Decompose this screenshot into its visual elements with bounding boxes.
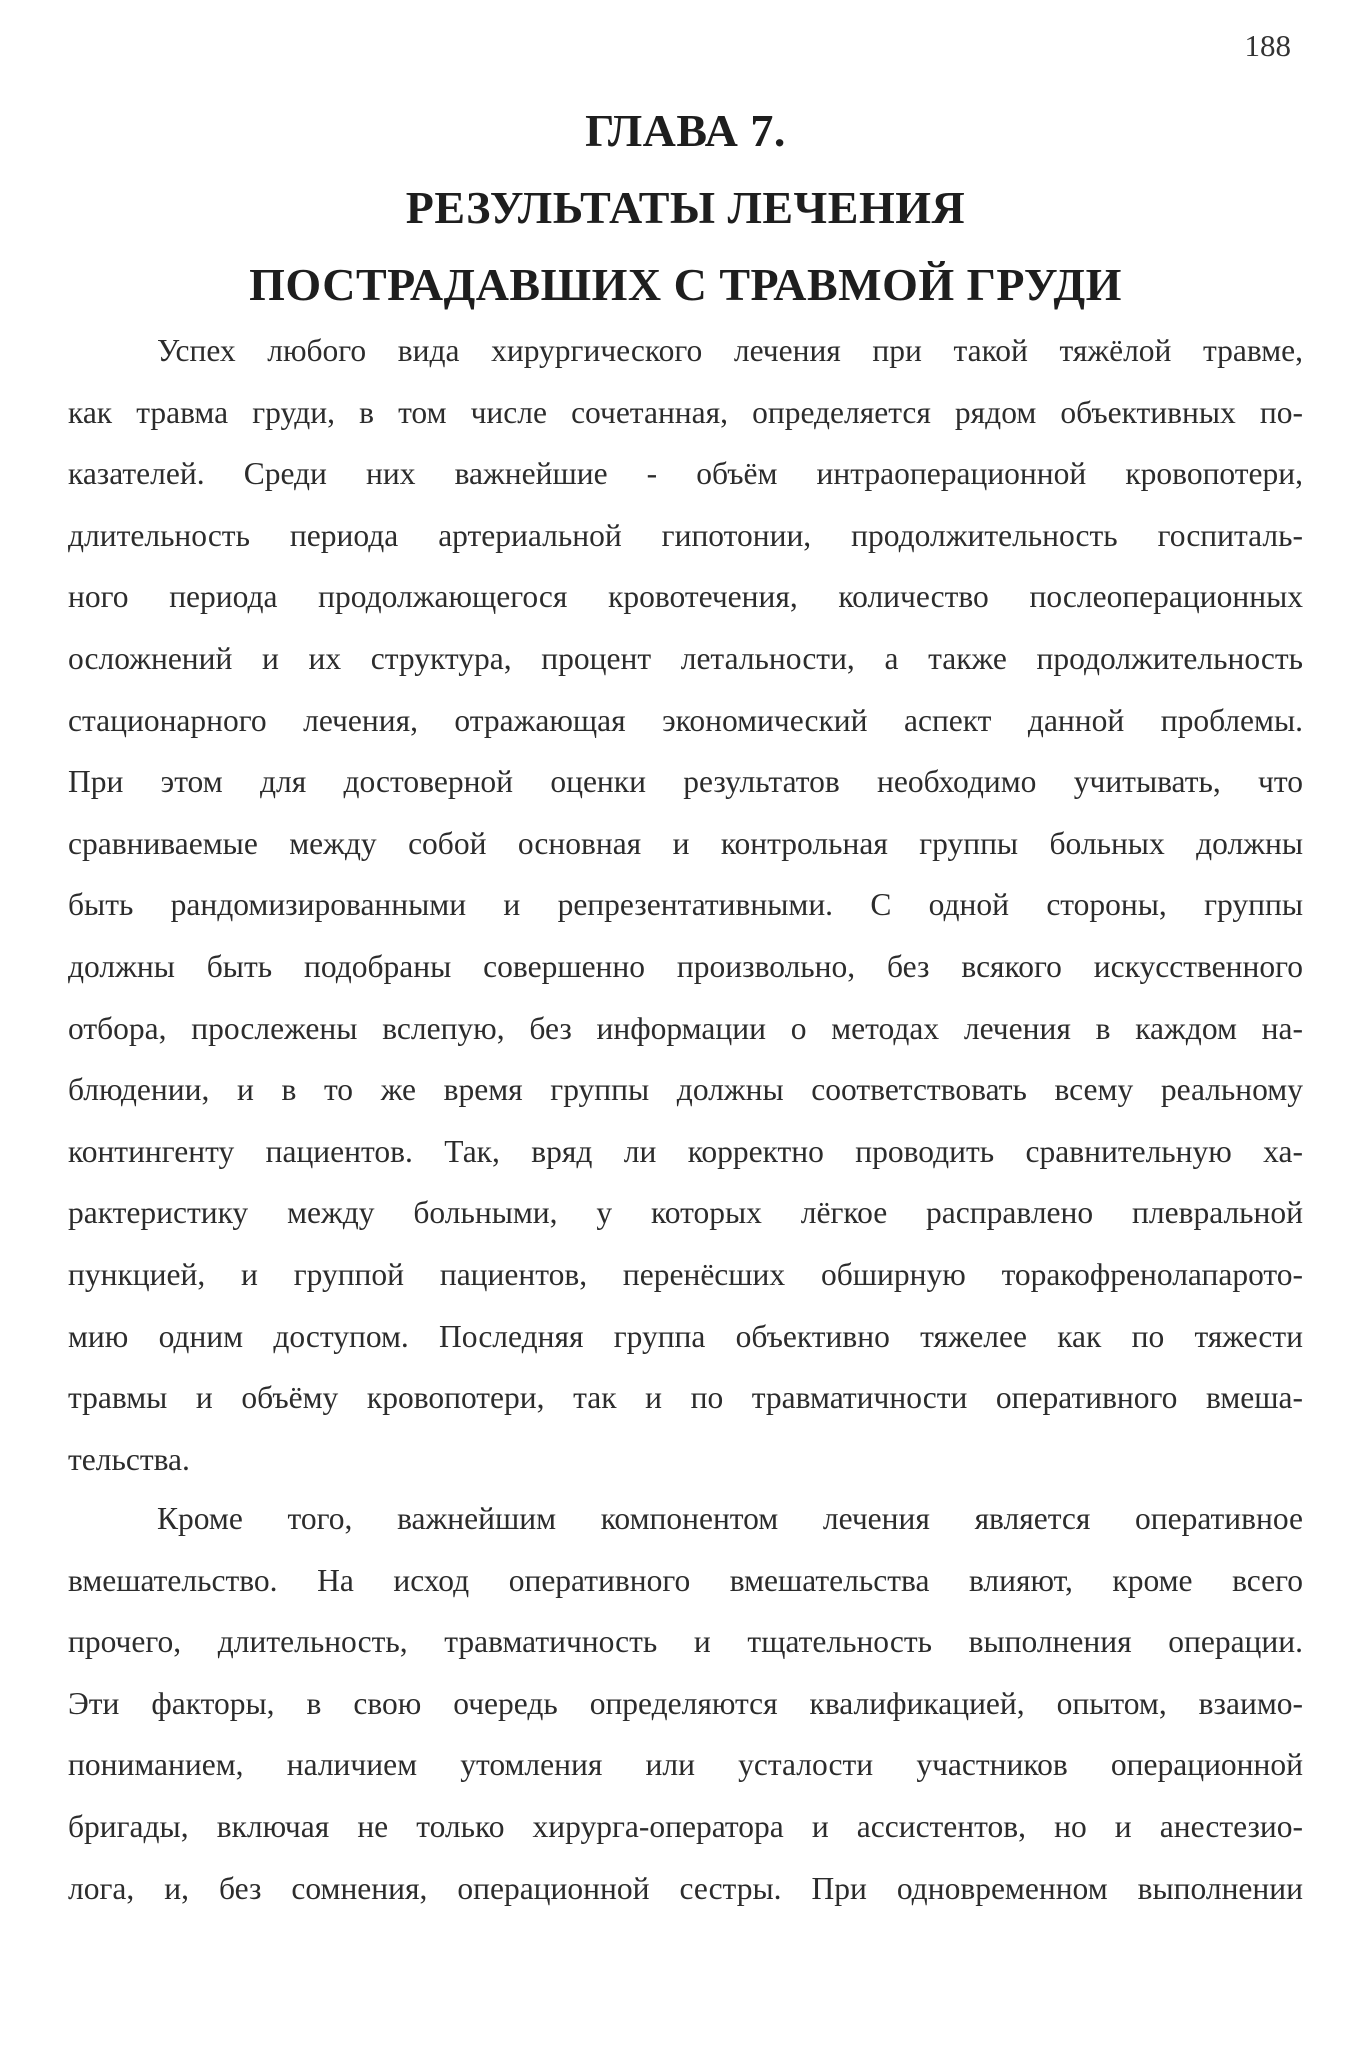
text-line: Успех любого вида хирургического лечения при такой тяжёлой травме, bbox=[157, 333, 1303, 368]
text-line: пониманием, наличием утомления или усталости участников операционной bbox=[68, 1747, 1303, 1783]
chapter-title-line-1: РЕЗУЛЬТАТЫ ЛЕЧЕНИЯ bbox=[405, 182, 966, 233]
text-line: лога, и, без сомнения, операционной сестры. При одновременном выполнении bbox=[68, 1870, 1303, 1906]
text-line: сравниваемые между собой основная и контрольная группы больных должны bbox=[68, 825, 1303, 861]
text-line: прочего, длительность, травматичность и тщательность выполнения операции. bbox=[68, 1624, 1303, 1660]
text-line: вмешательство. На исход оперативного вмешательства влияют, кроме всего bbox=[68, 1562, 1303, 1598]
text-line: бригады, включая не только хирурга-оператора и ассистентов, но и анестезио- bbox=[68, 1808, 1303, 1844]
text-line: Кроме того, важнейшим компонентом лечения является оперативное bbox=[157, 1501, 1303, 1536]
text-line: ного периода продолжающегося кровотечения, количество послеоперационных bbox=[68, 579, 1303, 615]
text-line: пункцией, и группой пациентов, перенёсших обширную торакофренолапарото- bbox=[68, 1256, 1303, 1292]
text-line: должны быть подобраны совершенно произвольно, без всякого искусственного bbox=[68, 948, 1303, 984]
page-number: 188 bbox=[1244, 28, 1291, 63]
text-line: казателей. Среди них важнейшие - объём интраоперационной кровопотери, bbox=[68, 456, 1303, 492]
text-line: отбора, прослежены вслепую, без информации о методах лечения в каждом на- bbox=[68, 1010, 1303, 1046]
text-line: блюдении, и в то же время группы должны соответствовать всему реальному bbox=[68, 1072, 1303, 1108]
text-line: осложнений и их структура, процент летальности, а также продолжительность bbox=[68, 640, 1303, 676]
text-line: тельства. bbox=[68, 1441, 190, 1477]
text-line: стационарного лечения, отражающая экономический аспект данной проблемы. bbox=[68, 702, 1303, 738]
text-line: травмы и объёму кровопотери, так и по травматичности оперативного вмеша- bbox=[68, 1380, 1303, 1416]
text-line: мию одним доступом. Последняя группа объективно тяжелее как по тяжести bbox=[68, 1318, 1303, 1354]
chapter-heading bbox=[0, 92, 1371, 323]
text-line: длительность периода артериальной гипотонии, продолжительность госпиталь- bbox=[68, 517, 1303, 553]
paragraph-1 bbox=[68, 320, 1303, 1490]
text-line: быть рандомизированными и репрезентативными. С одной стороны, группы bbox=[68, 887, 1303, 923]
text-line: как травма груди, в том числе сочетанная, определяется рядом объективных по- bbox=[68, 394, 1303, 430]
text-line: При этом для достоверной оценки результатов необходимо учитывать, что bbox=[68, 764, 1303, 800]
chapter-title-line-2: ПОСТРАДАВШИХ С ТРАВМОЙ ГРУДИ bbox=[249, 259, 1122, 310]
text-line: Эти факторы, в свою очередь определяются квалификацией, опытом, взаимо- bbox=[68, 1685, 1303, 1721]
paragraph-2 bbox=[68, 1488, 1303, 1919]
chapter-number: ГЛАВА 7. bbox=[585, 105, 786, 156]
text-line: контингенту пациентов. Так, вряд ли корректно проводить сравнительную ха- bbox=[68, 1133, 1303, 1169]
text-line: рактеристику между больными, у которых лёгкое расправлено плевральной bbox=[68, 1195, 1303, 1231]
